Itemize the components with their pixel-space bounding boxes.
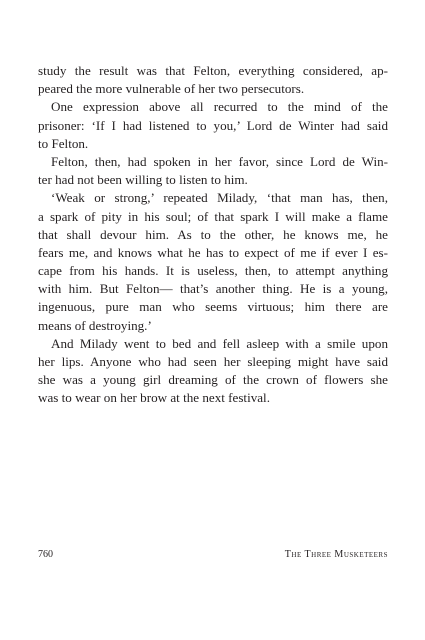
text-line: was to wear on her brow at the next festival.	[38, 390, 270, 406]
text-line: a spark of pity in his soul; of that spark I will make a flame	[38, 208, 388, 224]
text-line: with him. But Felton— that’s another thing. He is a young,	[38, 281, 388, 297]
text-line: fears me, and knows what he has to expect of me if ever I es-	[38, 244, 388, 260]
paragraph	[38, 153, 388, 189]
text-line: her lips. Anyone who had seen her sleeping might have said	[38, 354, 388, 369]
text-line: study the result was that Felton, everything considered, ap-	[38, 63, 388, 78]
paragraph	[38, 98, 388, 153]
paragraph	[38, 335, 388, 408]
text-line: peared the more vulnerable of her two persecutors.	[38, 81, 305, 97]
text-line: prisoner: ‘If I had listened to you,’ Lord de Winter had said	[38, 117, 388, 133]
text-line: Felton, then, had spoken in her favor, since Lord de Win-	[51, 153, 388, 169]
body-text	[38, 62, 388, 408]
text-line: means of destroying.’	[38, 317, 152, 333]
running-head: The Three Musketeers	[284, 549, 388, 560]
text-line: And Milady went to bed and fell asleep with a smile upon	[51, 335, 388, 351]
text-line: that shall devour him. As to the other, he knows me, he	[38, 226, 388, 242]
page-footer	[38, 549, 388, 565]
text-line: ter had not been willing to listen to him.	[38, 172, 248, 188]
text-line: ‘Weak or strong,’ repeated Milady, ‘that man has, then,	[51, 190, 388, 206]
text-line: cape from his hands. It is useless, then, to attempt anything	[38, 263, 388, 279]
paragraph	[38, 189, 388, 335]
page-number: 760	[38, 549, 53, 560]
text-line: One expression above all recurred to the mind of the	[51, 99, 388, 115]
text-line: to Felton.	[38, 135, 89, 151]
text-line: ingenuous, pure man who seems virtuous; him there are	[38, 299, 388, 315]
text-line: she was a young girl dreaming of the crown of flowers she	[38, 372, 388, 388]
paragraph	[38, 62, 388, 98]
